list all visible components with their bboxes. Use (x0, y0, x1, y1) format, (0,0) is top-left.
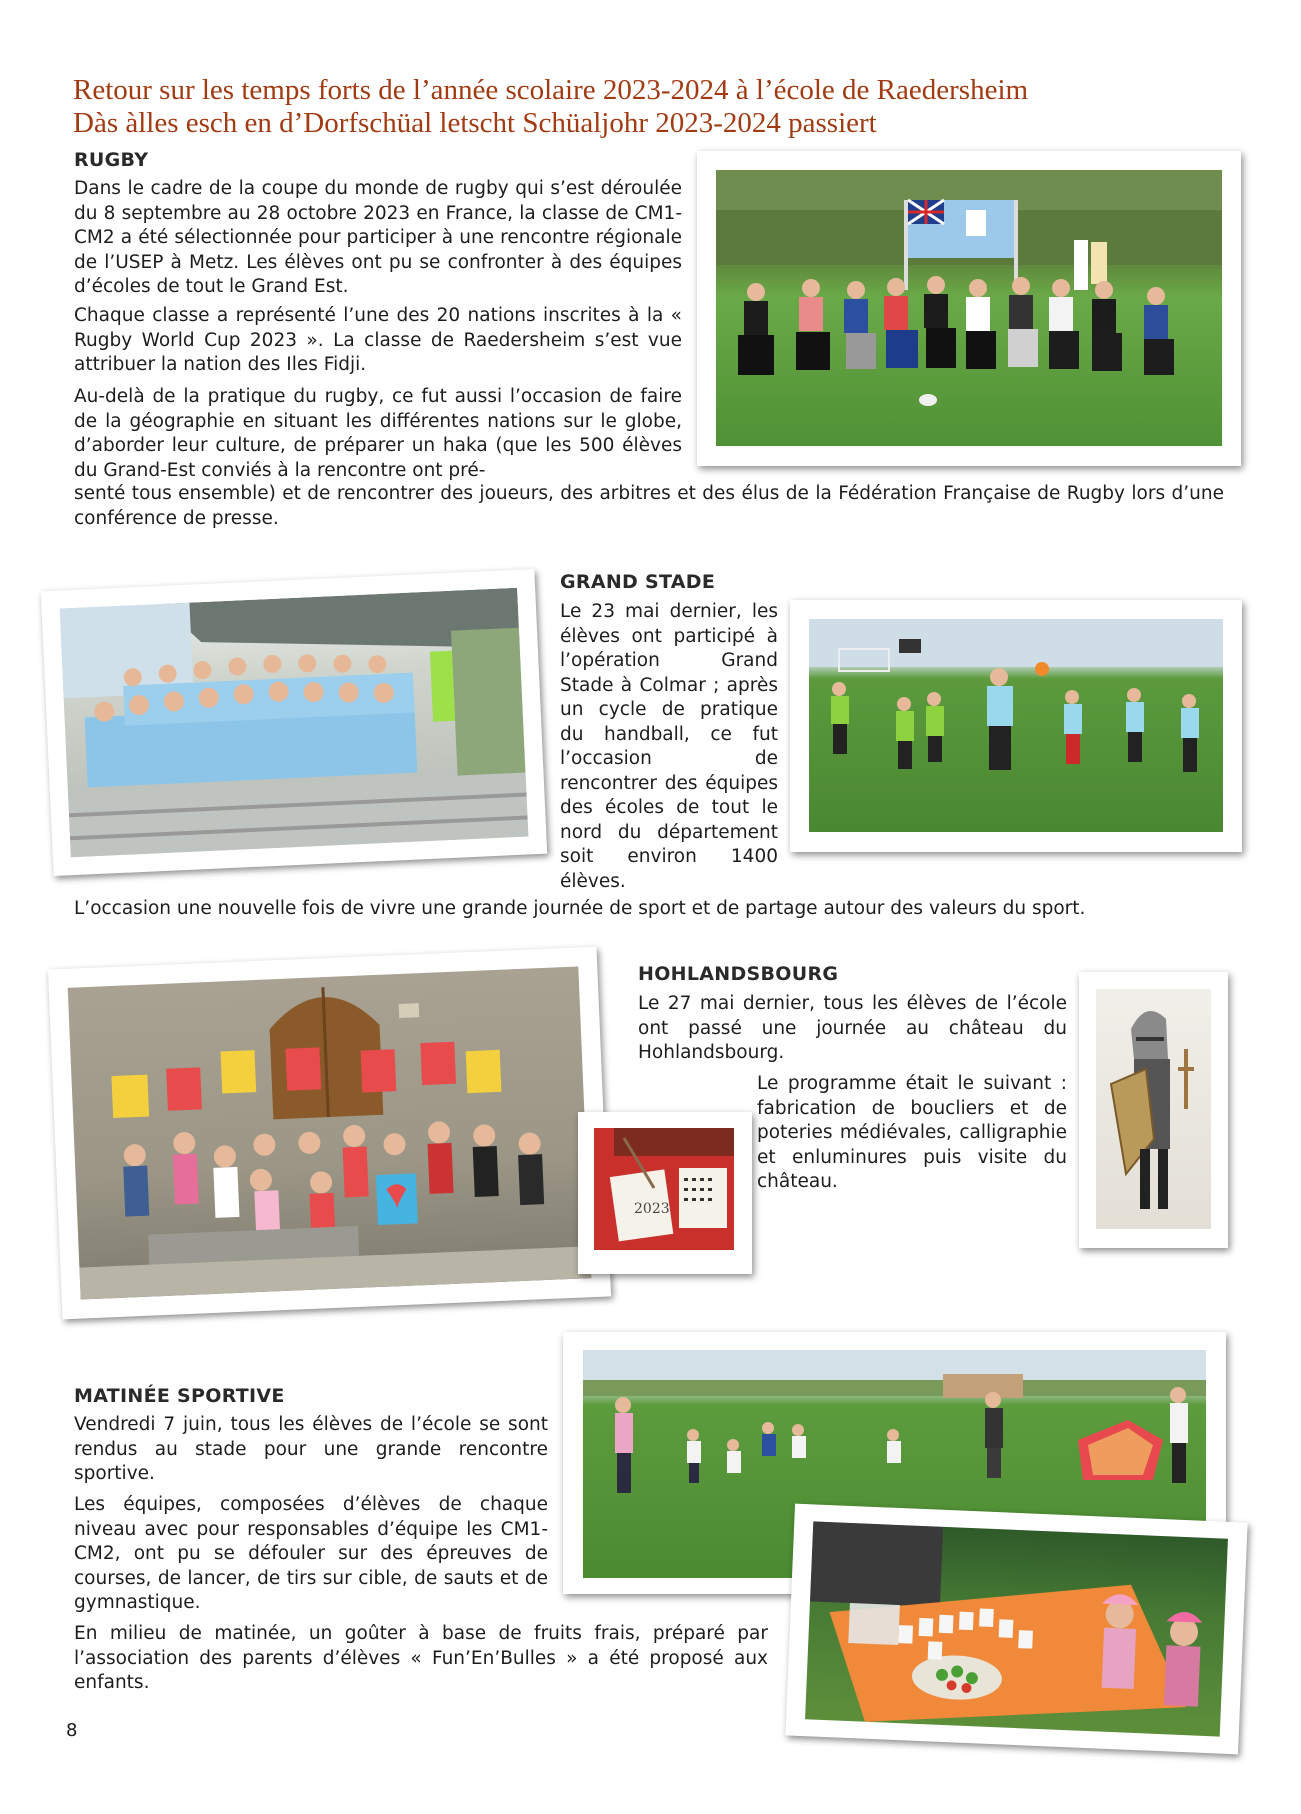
page-number: 8 (66, 1720, 78, 1741)
title-line-french: Retour sur les temps forts de l’année scolaire 2023-2024 à l’école de Raedersheim (73, 74, 1029, 106)
grand-stade-heading: GRAND STADE (560, 571, 716, 593)
shield-icon (111, 1075, 149, 1118)
calligraphy-photo (578, 1112, 752, 1274)
title-line-alsatian: Dàs àlles esch en d’Dorfschüal letscht Schüaljohr 2023-2024 passiert (73, 107, 877, 139)
grand-stade-handball-photo (790, 600, 1242, 852)
rugby-heading: RUGBY (74, 149, 149, 171)
rugby-paragraph-1: Dans le cadre de la coupe du monde de rugby qui s’est déroulée du 8 septembre au 28 octobre 2023 en France, la classe de CM1-CM2 a été sélectionnée pour participer à une rencontre régionale de l’USEP à Metz. Les élèves ont pu se confronter à des équipes d’écoles de tout le Grand Est. (74, 178, 682, 297)
matinee-sportive-heading: MATINÉE SPORTIVE (74, 1385, 285, 1407)
rugby-paragraph-3-continued: senté tous ensemble) et de rencontrer des joueurs, des arbitres et des élus de la Fédération Française de Rugby lors d’une conférence de presse. (74, 483, 1224, 529)
castle-photo-scene (68, 966, 592, 1299)
matinee-paragraph-3: En milieu de matinée, un goûter à base de fruits frais, préparé par l’association des parents d’élèves « Fun’En’Bulles » a été proposé aux enfants. (74, 1623, 768, 1693)
rugby-paragraph-3: Au-delà de la pratique du rugby, ce fut aussi l’occasion de faire de la géographie en situant les différentes nations sur le globe, d’aborder leur culture, de préparer un haka (que les 500 élèves du Grand-Est conviés à la rencontre ont pré- (74, 386, 682, 481)
calligraphy-photo-scene (594, 1128, 734, 1250)
svg-text:2023: 2023 (634, 1201, 670, 1217)
hohlandsbourg-paragraph-1: Le 27 mai dernier, tous les élèves de l’école ont passé une journée au château du Hohlandsbourg. (638, 993, 1067, 1063)
grand-stade-paragraph-1: Le 23 mai dernier, les élèves ont participé à l’opération Grand Stade à Colmar ; après un cycle de pratique du handball, ce fut l’occasion de rencontrer des équipes des écoles de tout le nord du département soit environ 1400 élèves. (560, 601, 778, 892)
hohlandsbourg-paragraph-2: Le programme était le suivant : fabrication de boucliers et de poteries médiévales, calligraphie et enluminures puis visite du château. (757, 1073, 1067, 1192)
matinee-paragraph-2: Les équipes, composées d’élèves de chaque niveau avec pour responsables d’équipe les CM1-CM2, ont pu se défouler sur des épreuves de courses, de lancer, de tirs sur cible, de sauts et de gymnastique. (74, 1494, 548, 1613)
grand-stade-stands-photo (41, 569, 547, 876)
helmet-icon (1131, 1011, 1168, 1059)
rugby-photo-scene (716, 170, 1222, 446)
grand-stade-paragraph-2: L’occasion une nouvelle fois de vivre une grande journée de sport et de partage autour des valeurs du sport. (74, 898, 1086, 919)
rugby-paragraph-2: Chaque classe a représenté l’une des 20 nations inscrites à la « Rugby World Cup 2023 ». La classe de Raedersheim s’est vue attribuer la nation des Iles Fidji. (74, 305, 682, 375)
knight-costume-photo (1079, 972, 1228, 1248)
snack-photo-scene (805, 1521, 1228, 1736)
fruit-snack-photo (785, 1504, 1247, 1755)
matinee-paragraph-1: Vendredi 7 juin, tous les élèves de l’école se sont rendus au stade pour une grande rencontre sportive. (74, 1414, 548, 1484)
handball-photo-scene (809, 619, 1223, 832)
stands-photo-scene (60, 588, 529, 858)
page-title (73, 74, 1253, 140)
knight-photo-scene (1096, 989, 1211, 1229)
hohlandsbourg-group-photo (48, 947, 611, 1320)
hohlandsbourg-heading: HOHLANDSBOURG (638, 963, 839, 985)
rugby-team-photo (697, 151, 1241, 466)
